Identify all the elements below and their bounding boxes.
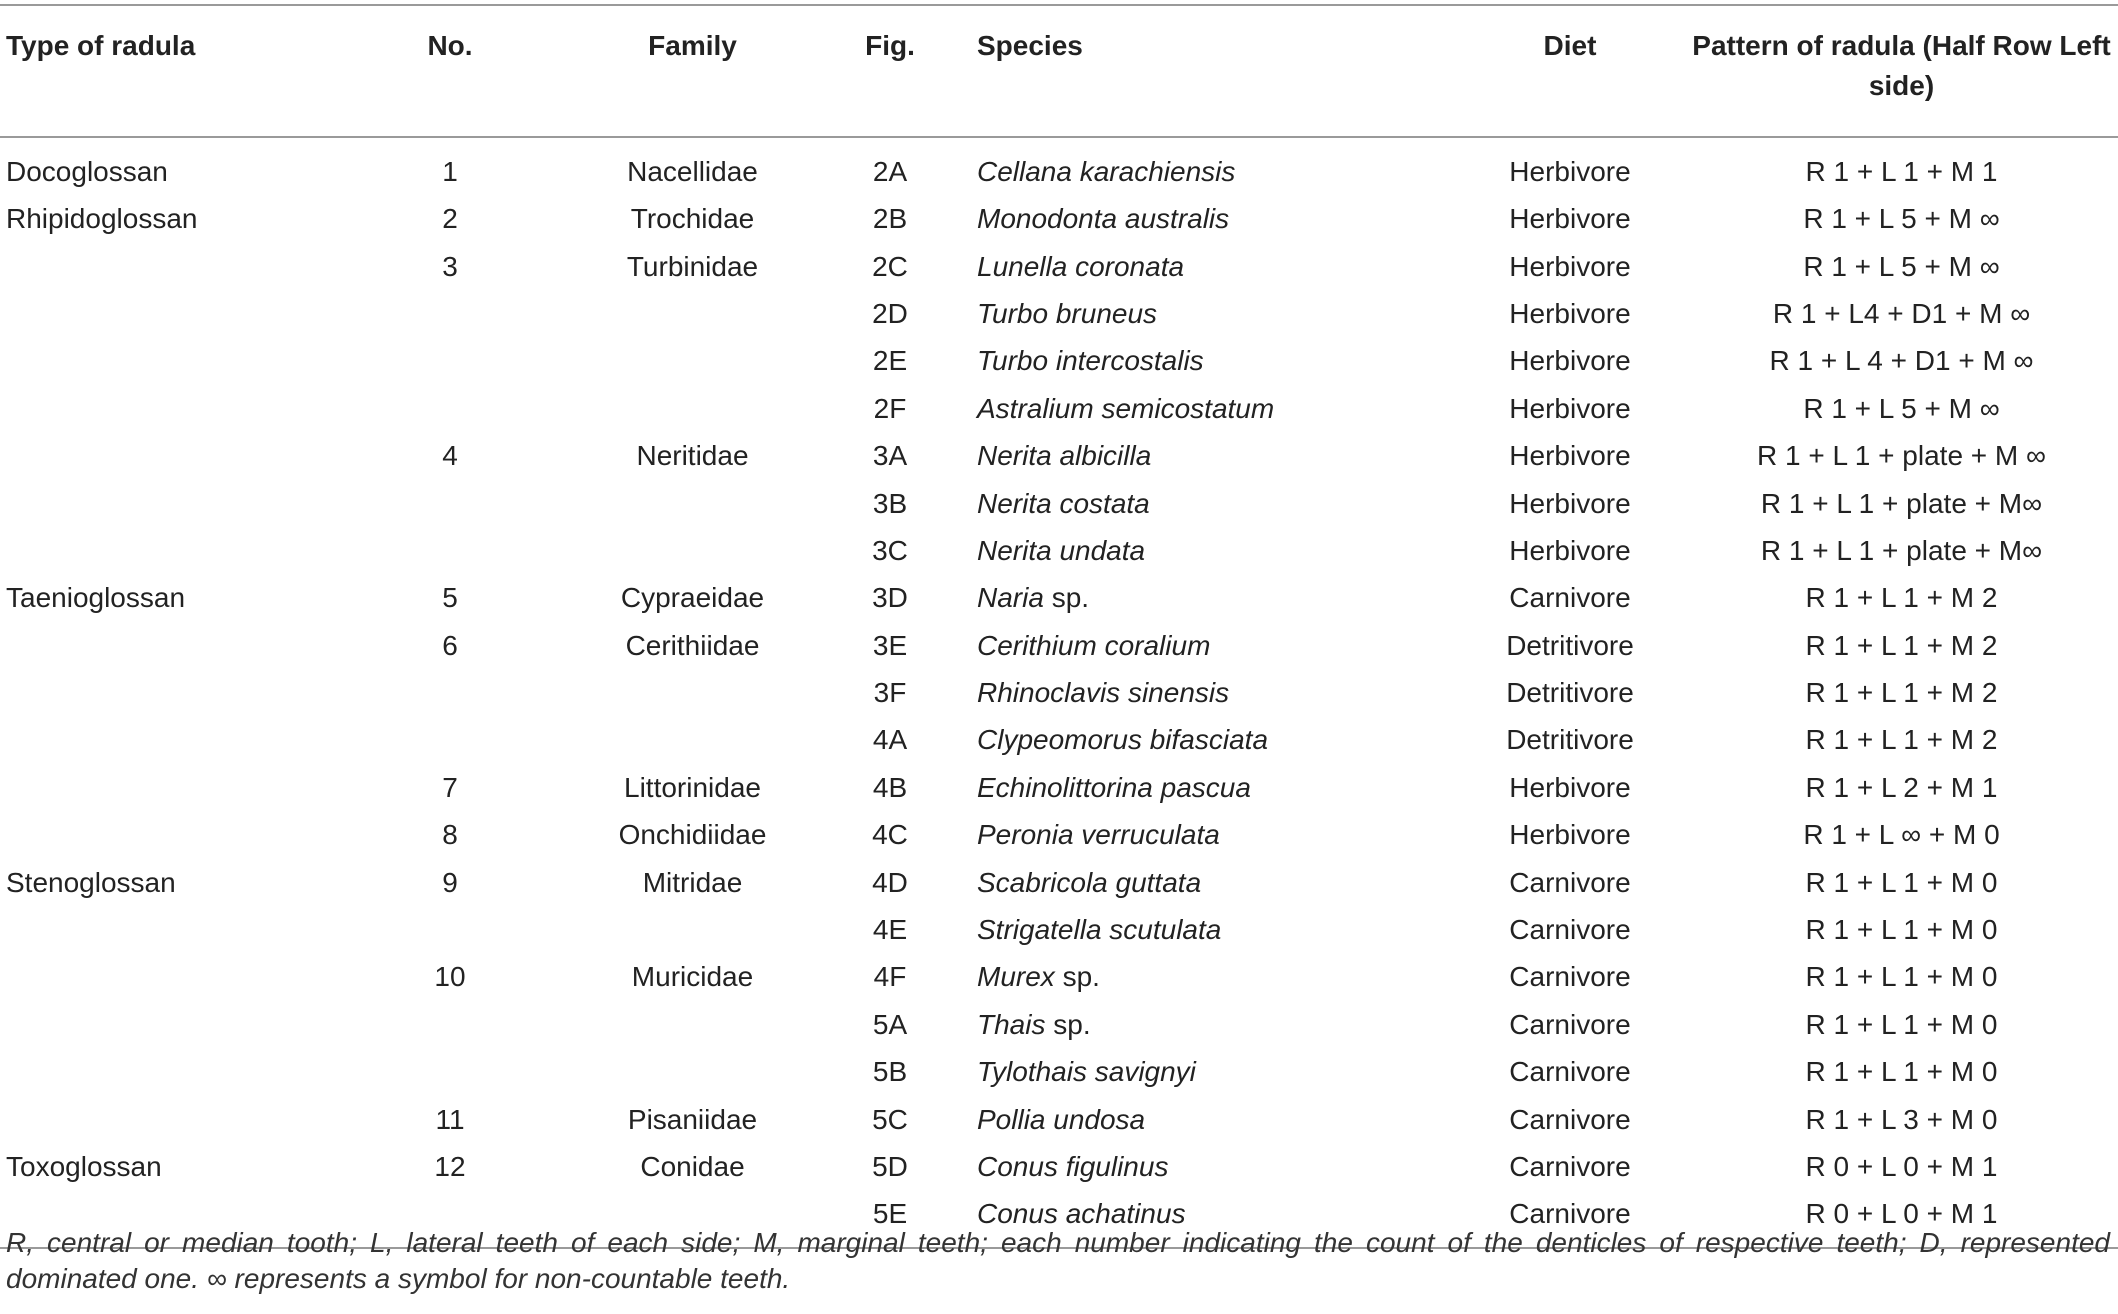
cell-no: 9 bbox=[442, 866, 458, 898]
header-fig: Fig. bbox=[865, 30, 915, 61]
cell-fig: 3F bbox=[873, 677, 907, 709]
species-name: Nerita albicilla bbox=[977, 440, 1152, 472]
cell-fig: 3D bbox=[872, 582, 908, 614]
cell-type: Docoglossan bbox=[6, 156, 168, 187]
table-row bbox=[0, 1048, 2118, 1095]
table-row bbox=[0, 337, 2118, 384]
cell-species bbox=[945, 337, 1455, 384]
table-row bbox=[0, 385, 2118, 432]
cell-no: 4 bbox=[442, 440, 458, 472]
species-name: Cellana karachiensis bbox=[977, 156, 1236, 187]
cell-no bbox=[350, 906, 550, 953]
cell-family: Turbinidae bbox=[626, 250, 759, 282]
species-name: Clypeomorus bifasciata bbox=[977, 724, 1269, 756]
species-suffix: sp. bbox=[1043, 582, 1090, 614]
cell-species bbox=[945, 137, 1455, 195]
cell-species bbox=[945, 622, 1455, 669]
cell-species bbox=[945, 574, 1455, 621]
cell-no: 5 bbox=[442, 582, 458, 614]
cell-no bbox=[350, 527, 550, 574]
cell-type bbox=[0, 242, 350, 289]
cell-species bbox=[945, 479, 1455, 526]
cell-type: Stenoglossan bbox=[6, 866, 176, 898]
cell-diet: Herbivore bbox=[1509, 440, 1631, 472]
cell-fig: 2C bbox=[872, 250, 908, 282]
cell-type bbox=[0, 385, 350, 432]
cell-fig: 4D bbox=[872, 866, 908, 898]
cell-species bbox=[945, 1095, 1455, 1142]
cell-type: Rhipidoglossan bbox=[6, 203, 198, 235]
cell-fig: 4F bbox=[873, 961, 907, 993]
cell-species bbox=[945, 1143, 1455, 1190]
cell-family: Trochidae bbox=[630, 203, 755, 235]
cell-pattern: R 1 + L4 + D1 + M ∞ bbox=[1772, 297, 2031, 329]
table-row bbox=[0, 1095, 2118, 1142]
table-header bbox=[0, 5, 2118, 137]
header-no: No. bbox=[427, 30, 473, 61]
cell-type bbox=[0, 1048, 350, 1095]
cell-family: Cypraeidae bbox=[620, 582, 765, 614]
species-name: Naria bbox=[977, 582, 1044, 614]
cell-no bbox=[350, 290, 550, 337]
cell-no bbox=[350, 669, 550, 716]
species-name: Turbo intercostalis bbox=[977, 345, 1204, 377]
table-row bbox=[0, 290, 2118, 337]
cell-fig: 3C bbox=[872, 534, 908, 566]
cell-no: 11 bbox=[435, 1103, 465, 1135]
cell-diet: Carnivore bbox=[1509, 582, 1631, 614]
cell-pattern: R 1 + L 1 + M 2 bbox=[1805, 724, 1998, 756]
cell-diet: Carnivore bbox=[1509, 914, 1631, 946]
cell-type bbox=[0, 669, 350, 716]
cell-species bbox=[945, 1048, 1455, 1095]
cell-no bbox=[350, 1001, 550, 1048]
cell-family: Pisaniidae bbox=[627, 1103, 758, 1135]
species-name: Echinolittorina pascua bbox=[977, 771, 1251, 803]
cell-family: Onchidiidae bbox=[618, 819, 767, 851]
cell-type bbox=[0, 811, 350, 858]
species-name: Rhinoclavis sinensis bbox=[977, 677, 1230, 709]
cell-type: Toxoglossan bbox=[6, 1151, 162, 1182]
cell-pattern: R 1 + L 1 + M 0 bbox=[1805, 1056, 1998, 1088]
cell-family: Neritidae bbox=[636, 440, 749, 472]
cell-species bbox=[945, 1001, 1455, 1048]
cell-fig: 2D bbox=[872, 297, 908, 329]
cell-fig: 2F bbox=[873, 392, 907, 424]
table-footnote: R, central or median tooth; L, lateral teeth of each side; M, marginal teeth; each number indicating the count of the denticles of respective teeth; D, represented dominated one. ∞ represents a symbol for non-countable teeth. bbox=[6, 1227, 2110, 1294]
cell-diet: Detritivore bbox=[1506, 677, 1634, 709]
cell-family bbox=[550, 669, 835, 716]
cell-pattern: R 1 + L 1 + M 0 bbox=[1805, 1008, 1998, 1040]
cell-fig: 5D bbox=[872, 1151, 908, 1182]
cell-pattern: R 1 + L 3 + M 0 bbox=[1805, 1103, 1998, 1135]
cell-species bbox=[945, 716, 1455, 763]
cell-diet: Herbivore bbox=[1509, 297, 1631, 329]
cell-pattern: R 1 + L 1 + M 2 bbox=[1805, 629, 1998, 661]
cell-pattern: R 1 + L 1 + M 0 bbox=[1805, 914, 1998, 946]
cell-pattern: R 1 + L 4 + D1 + M ∞ bbox=[1769, 345, 2034, 377]
species-name: Thais bbox=[977, 1008, 1046, 1040]
cell-fig: 5E bbox=[872, 1198, 908, 1230]
cell-diet: Herbivore bbox=[1509, 250, 1631, 282]
cell-type bbox=[0, 527, 350, 574]
cell-fig: 3B bbox=[872, 487, 908, 519]
cell-no bbox=[350, 479, 550, 526]
cell-family: Cerithiidae bbox=[625, 629, 760, 661]
cell-diet: Carnivore bbox=[1509, 866, 1631, 898]
cell-family bbox=[550, 385, 835, 432]
cell-type bbox=[0, 906, 350, 953]
cell-family bbox=[550, 1048, 835, 1095]
cell-no bbox=[350, 337, 550, 384]
species-name: Peronia verruculata bbox=[977, 819, 1220, 851]
cell-no: 7 bbox=[442, 771, 458, 803]
species-name: Astralium semicostatum bbox=[977, 392, 1275, 424]
cell-species bbox=[945, 953, 1455, 1000]
cell-species bbox=[945, 195, 1455, 242]
cell-fig: 5B bbox=[872, 1056, 908, 1088]
cell-diet: Herbivore bbox=[1509, 156, 1631, 187]
cell-type bbox=[0, 1001, 350, 1048]
cell-pattern: R 1 + L 1 + plate + M ∞ bbox=[1757, 440, 2046, 472]
table-row bbox=[0, 764, 2118, 811]
table-row bbox=[0, 195, 2118, 242]
cell-pattern: R 1 + L 1 + M 0 bbox=[1805, 961, 1998, 993]
cell-type bbox=[0, 337, 350, 384]
cell-no bbox=[350, 1048, 550, 1095]
cell-pattern: R 1 + L 1 + M 2 bbox=[1805, 582, 1998, 614]
species-name: Nerita undata bbox=[977, 534, 1146, 566]
cell-type bbox=[0, 1095, 350, 1142]
cell-pattern: R 1 + L 5 + M ∞ bbox=[1803, 392, 2000, 424]
cell-pattern: R 1 + L 1 + M 2 bbox=[1805, 677, 1998, 709]
cell-no bbox=[350, 385, 550, 432]
cell-fig: 4E bbox=[872, 914, 908, 946]
cell-species bbox=[945, 811, 1455, 858]
cell-family: Littorinidae bbox=[624, 771, 761, 803]
cell-no: 2 bbox=[442, 203, 458, 235]
cell-pattern: R 1 + L 2 + M 1 bbox=[1805, 771, 1998, 803]
species-name: Lunella coronata bbox=[977, 250, 1185, 282]
cell-family bbox=[550, 1001, 835, 1048]
header-type-of-radula: Type of radula bbox=[6, 30, 196, 61]
cell-pattern: R 1 + L ∞ + M 0 bbox=[1803, 819, 2000, 851]
cell-pattern: R 0 + L 0 + M 1 bbox=[1805, 1198, 1998, 1230]
header-family: Family bbox=[648, 30, 737, 61]
cell-fig: 2A bbox=[872, 156, 908, 187]
cell-type bbox=[0, 479, 350, 526]
table-row bbox=[0, 432, 2118, 479]
cell-family bbox=[550, 337, 835, 384]
table-row bbox=[0, 137, 2118, 195]
species-suffix: sp. bbox=[1045, 1008, 1091, 1040]
cell-family: Mitridae bbox=[642, 866, 743, 898]
cell-type bbox=[0, 764, 350, 811]
cell-species bbox=[945, 527, 1455, 574]
table-row bbox=[0, 669, 2118, 716]
table-row bbox=[0, 1143, 2118, 1190]
species-name: Conus figulinus bbox=[977, 1151, 1169, 1182]
cell-pattern: R 1 + L 5 + M ∞ bbox=[1803, 250, 2000, 282]
table-row bbox=[0, 811, 2118, 858]
cell-family: Conidae bbox=[640, 1151, 745, 1182]
table-row bbox=[0, 953, 2118, 1000]
cell-fig: 5C bbox=[872, 1103, 908, 1135]
cell-family bbox=[550, 906, 835, 953]
table-row bbox=[0, 622, 2118, 669]
species-name: Tylothais savignyi bbox=[977, 1056, 1196, 1088]
cell-family bbox=[550, 479, 835, 526]
header-diet: Diet bbox=[1543, 30, 1597, 61]
header-pattern: Pattern of radula (Half Row Left side) bbox=[1692, 30, 2111, 101]
cell-no: 12 bbox=[434, 1151, 466, 1182]
table-row bbox=[0, 574, 2118, 621]
cell-diet: Carnivore bbox=[1509, 1103, 1631, 1135]
cell-diet: Herbivore bbox=[1509, 203, 1631, 235]
table-row bbox=[0, 906, 2118, 953]
cell-type bbox=[0, 622, 350, 669]
cell-type bbox=[0, 290, 350, 337]
cell-fig: 3E bbox=[872, 629, 908, 661]
cell-fig: 2B bbox=[872, 203, 908, 235]
cell-no: 8 bbox=[442, 819, 458, 851]
cell-diet: Carnivore bbox=[1509, 1008, 1631, 1040]
cell-species bbox=[945, 858, 1455, 905]
header-row bbox=[0, 5, 2118, 137]
cell-fig: 4B bbox=[872, 771, 908, 803]
cell-pattern: R 1 + L 1 + M 0 bbox=[1805, 866, 1998, 898]
cell-species bbox=[945, 385, 1455, 432]
cell-no: 10 bbox=[434, 961, 466, 993]
cell-fig: 5A bbox=[872, 1008, 908, 1040]
species-name: Murex bbox=[977, 961, 1055, 993]
table-body bbox=[0, 137, 2118, 1248]
table-row bbox=[0, 479, 2118, 526]
cell-diet: Herbivore bbox=[1509, 534, 1631, 566]
cell-fig: 2E bbox=[872, 345, 908, 377]
table-row bbox=[0, 716, 2118, 763]
cell-diet: Herbivore bbox=[1509, 771, 1631, 803]
species-name: Pollia undosa bbox=[977, 1103, 1146, 1135]
cell-diet: Detritivore bbox=[1506, 629, 1634, 661]
radula-table bbox=[0, 4, 2118, 1249]
cell-fig: 4C bbox=[872, 819, 908, 851]
table-row bbox=[0, 858, 2118, 905]
cell-no: 3 bbox=[442, 250, 458, 282]
header-species: Species bbox=[977, 30, 1083, 61]
cell-type bbox=[0, 953, 350, 1000]
cell-type bbox=[0, 716, 350, 763]
table-row bbox=[0, 527, 2118, 574]
species-suffix: sp. bbox=[1054, 961, 1100, 993]
cell-diet: Herbivore bbox=[1509, 819, 1631, 851]
cell-pattern: R 1 + L 1 + plate + M∞ bbox=[1760, 534, 2043, 566]
table-row bbox=[0, 242, 2118, 289]
cell-diet: Herbivore bbox=[1509, 345, 1631, 377]
cell-family: Muricidae bbox=[631, 961, 754, 993]
cell-species bbox=[945, 290, 1455, 337]
cell-type bbox=[0, 432, 350, 479]
cell-species bbox=[945, 242, 1455, 289]
species-name: Cerithium coralium bbox=[977, 629, 1211, 661]
cell-species bbox=[945, 764, 1455, 811]
cell-pattern: R 1 + L 1 + plate + M∞ bbox=[1760, 487, 2043, 519]
cell-no: 1 bbox=[442, 156, 458, 187]
species-name: Turbo bruneus bbox=[977, 297, 1158, 329]
cell-fig: 4A bbox=[872, 724, 908, 756]
cell-diet: Herbivore bbox=[1509, 392, 1631, 424]
cell-species bbox=[945, 432, 1455, 479]
cell-no: 6 bbox=[442, 629, 458, 661]
cell-diet: Carnivore bbox=[1509, 1056, 1631, 1088]
cell-family bbox=[550, 527, 835, 574]
species-name: Monodonta australis bbox=[977, 203, 1230, 235]
species-name: Nerita costata bbox=[977, 487, 1150, 519]
cell-diet: Carnivore bbox=[1509, 1198, 1631, 1230]
cell-diet: Herbivore bbox=[1509, 487, 1631, 519]
cell-type: Taenioglossan bbox=[6, 582, 186, 614]
cell-family: Nacellidae bbox=[627, 156, 758, 187]
cell-pattern: R 0 + L 0 + M 1 bbox=[1805, 1151, 1998, 1182]
cell-diet: Carnivore bbox=[1509, 961, 1631, 993]
cell-pattern: R 1 + L 1 + M 1 bbox=[1805, 156, 1998, 187]
cell-family bbox=[550, 290, 835, 337]
cell-pattern: R 1 + L 5 + M ∞ bbox=[1803, 203, 2000, 235]
species-name: Scabricola guttata bbox=[977, 866, 1202, 898]
species-name: Conus achatinus bbox=[977, 1198, 1186, 1230]
species-name: Strigatella scutulata bbox=[977, 914, 1222, 946]
cell-species bbox=[945, 669, 1455, 716]
cell-diet: Detritivore bbox=[1506, 724, 1634, 756]
cell-diet: Carnivore bbox=[1509, 1151, 1631, 1182]
cell-family bbox=[550, 716, 835, 763]
cell-fig: 3A bbox=[872, 440, 908, 472]
table-row bbox=[0, 1001, 2118, 1048]
cell-no bbox=[350, 716, 550, 763]
cell-species bbox=[945, 906, 1455, 953]
